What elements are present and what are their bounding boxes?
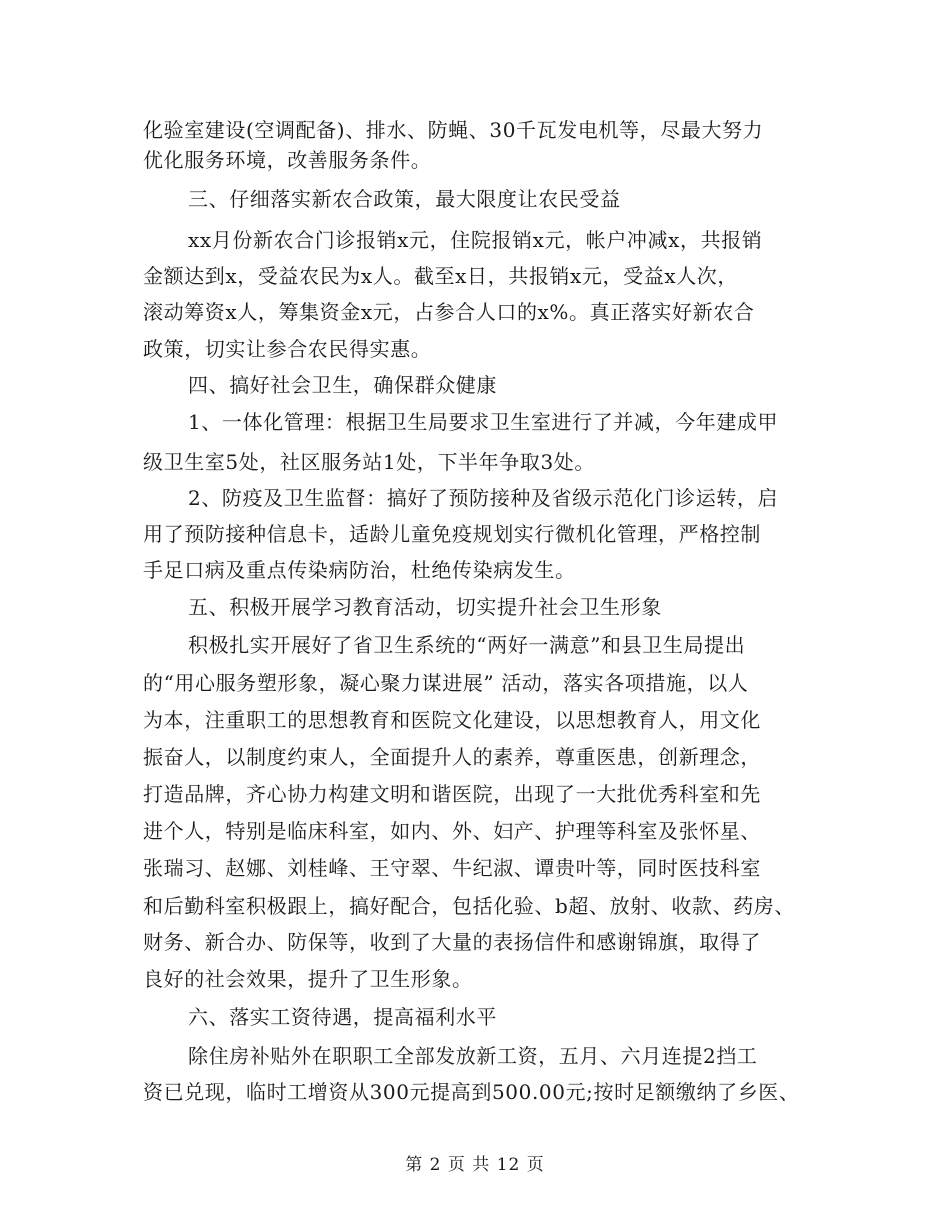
text-line: 良好的社会效果，提升了卫生形象。 (143, 967, 473, 991)
text-line: 2、防疫及卫生监督：搞好了预防接种及省级示范化门诊运转，启 (188, 486, 779, 510)
section-heading: 三、仔细落实新农合政策，最大限度让农民受益 (188, 187, 621, 211)
text-line: 金额达到x，受益农民为x人。截至x日，共报销x元，受益x人次， (143, 264, 738, 288)
text-line: 振奋人，以制度约束人，全面提升人的素养，尊重医患，创新理念， (143, 745, 761, 769)
text-line: 化验室建设(空调配备)、排水、防蝇、30千瓦发电机等，尽最大努力 (143, 118, 764, 142)
text-line: 资已兑现，临时工增资从300元提高到500.00元;按时足额缴纳了乡医、 (143, 1080, 800, 1104)
text-line: 打造品牌，齐心协力构建文明和谐医院，出现了一大批优秀科室和先 (143, 782, 761, 806)
text-line: 除住房补贴外在职职工全部发放新工资，五月、六月连提2挡工 (188, 1044, 758, 1068)
text-line: 滚动筹资x人，筹集资金x元，占参合人口的x%。真正落实好新农合 (143, 300, 755, 324)
page-number-footer: 第 2 页 共 12 页 (405, 1155, 545, 1175)
text-line: 和后勤科室积极跟上，搞好配合，包括化验、b超、放射、收款、药房、 (143, 894, 796, 918)
text-line: 用了预防接种信息卡，适龄儿童免疫规划实行微机化管理，严格控制 (143, 522, 761, 546)
text-line: 进个人，特别是临床科室，如内、外、妇产、护理等科室及张怀星、 (143, 819, 761, 843)
section-heading: 五、积极开展学习教育活动，切实提升社会卫生形象 (188, 595, 662, 619)
text-line: 级卫生室5处，社区服务站1处，下半年争取3处。 (143, 450, 595, 474)
text-line: 为本，注重职工的思想教育和医院文化建设，以思想教育人，用文化 (143, 708, 761, 732)
text-line: 政策，切实让参合农民得实惠。 (143, 337, 432, 361)
text-line: 财务、新合办、防保等，收到了大量的表扬信件和感谢锦旗，取得了 (143, 930, 761, 954)
section-heading: 六、落实工资待遇，提高福利水平 (188, 1005, 497, 1029)
text-line: 1、一体化管理：根据卫生局要求卫生室进行了并减，今年建成甲 (188, 410, 779, 434)
text-line: 手足口病及重点传染病防治，杜绝传染病发生。 (143, 558, 576, 582)
section-heading: 四、搞好社会卫生，确保群众健康 (188, 373, 497, 397)
text-line: 的“用心服务塑形象，凝心聚力谋进展” 活动，落实各项措施，以人 (143, 671, 749, 695)
text-line: 优化服务环境，改善服务条件。 (143, 148, 432, 172)
text-line: 积极扎实开展好了省卫生系统的“两好一满意”和县卫生局提出 (188, 633, 746, 657)
text-line: 张瑞习、赵娜、刘桂峰、王守翠、牛纪淑、谭贵叶等，同时医技科室 (143, 856, 761, 880)
text-line: xx月份新农合门诊报销x元，住院报销x元，帐户冲减x，共报销 (188, 228, 763, 252)
